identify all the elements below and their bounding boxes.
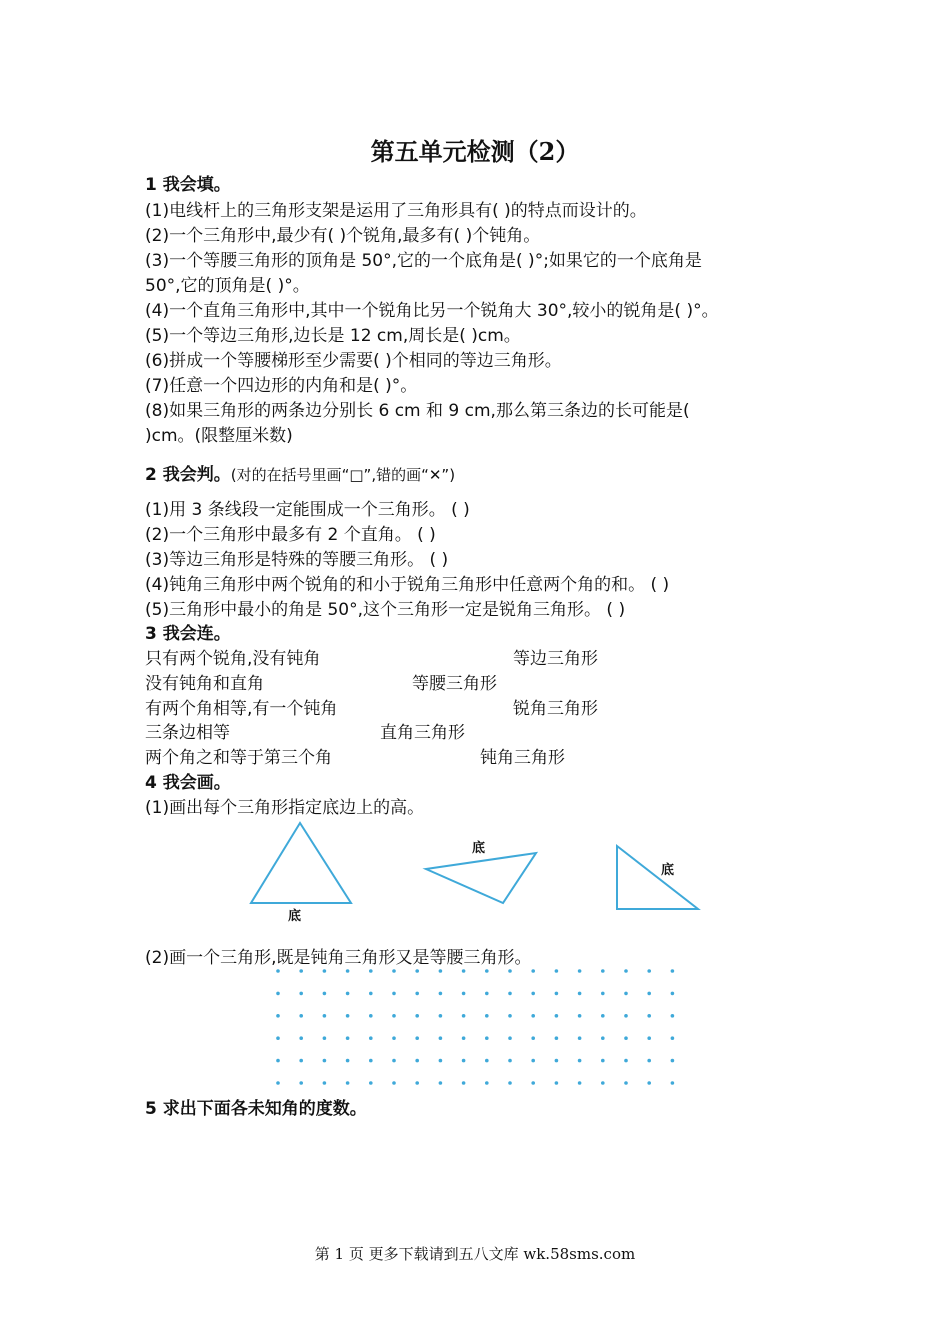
grid-dot bbox=[578, 992, 582, 996]
grid-dot bbox=[508, 1059, 512, 1063]
s1-q5: (5)一个等边三角形,边长是 12 cm,周长是( )cm。 bbox=[145, 326, 521, 346]
grid-dot bbox=[369, 1081, 373, 1085]
s2-q4: (4)钝角三角形中两个锐角的和小于锐角三角形中任意两个角的和。 ( ) bbox=[145, 575, 670, 595]
grid-dot bbox=[671, 1059, 675, 1063]
grid-dot bbox=[299, 992, 303, 996]
grid-dot bbox=[601, 969, 605, 973]
grid-dot bbox=[508, 1081, 512, 1085]
grid-dot bbox=[346, 1036, 350, 1040]
grid-dot bbox=[508, 969, 512, 973]
s2-q1: (1)用 3 条线段一定能围成一个三角形。 ( ) bbox=[145, 500, 470, 520]
grid-dot bbox=[624, 1036, 628, 1040]
grid-dot bbox=[462, 1059, 466, 1063]
s1-q3-line1: (3)一个等腰三角形的顶角是 50°,它的一个底角是( )°;如果它的一个底角是 bbox=[145, 251, 702, 271]
grid-dot bbox=[647, 1059, 651, 1063]
grid-dot bbox=[485, 1081, 489, 1085]
grid-dot bbox=[392, 1081, 396, 1085]
grid-dot bbox=[485, 992, 489, 996]
grid-dot bbox=[323, 969, 327, 973]
match-right-5: 钝角三角形 bbox=[480, 748, 565, 768]
section-4-heading: 4 我会画。 bbox=[145, 773, 231, 793]
match-left-2: 没有钝角和直角 bbox=[145, 674, 264, 694]
section-5-heading: 5 求出下面各未知角的度数。 bbox=[145, 1099, 367, 1119]
grid-dot bbox=[276, 1036, 280, 1040]
grid-dot bbox=[578, 1059, 582, 1063]
grid-dot bbox=[555, 1014, 559, 1018]
grid-dot bbox=[323, 1059, 327, 1063]
s1-q2: (2)一个三角形中,最少有( )个锐角,最多有( )个钝角。 bbox=[145, 226, 541, 246]
grid-dot bbox=[276, 1081, 280, 1085]
match-left-1: 只有两个锐角,没有钝角 bbox=[145, 649, 321, 669]
s2-q5: (5)三角形中最小的角是 50°,这个三角形一定是锐角三角形。 ( ) bbox=[145, 600, 626, 620]
grid-dot bbox=[346, 1059, 350, 1063]
grid-dot bbox=[392, 1014, 396, 1018]
s2-q3: (3)等边三角形是特殊的等腰三角形。 ( ) bbox=[145, 550, 449, 570]
base-label-1: 底 bbox=[288, 909, 302, 924]
grid-dot bbox=[624, 992, 628, 996]
grid-dot bbox=[439, 1081, 443, 1085]
grid-dot bbox=[369, 992, 373, 996]
s1-q3-line2: 50°,它的顶角是( )°。 bbox=[145, 276, 310, 296]
grid-dot bbox=[624, 1081, 628, 1085]
grid-dot bbox=[439, 1014, 443, 1018]
match-right-1: 等边三角形 bbox=[513, 649, 598, 669]
grid-dot bbox=[439, 1059, 443, 1063]
grid-dot bbox=[392, 969, 396, 973]
grid-dot bbox=[555, 992, 559, 996]
s1-q8-line1: (8)如果三角形的两条边分别长 6 cm 和 9 cm,那么第三条边的长可能是( bbox=[145, 401, 690, 421]
grid-dot bbox=[601, 1036, 605, 1040]
grid-dot bbox=[531, 1014, 535, 1018]
grid-dot bbox=[369, 1059, 373, 1063]
grid-dot bbox=[485, 1014, 489, 1018]
grid-dot bbox=[462, 992, 466, 996]
grid-dot bbox=[369, 1014, 373, 1018]
grid-dot bbox=[346, 969, 350, 973]
dot-grid[interactable] bbox=[276, 969, 674, 1085]
page-footer: 第 1 页 更多下载请到五八文库 wk.58sms.com bbox=[314, 1245, 636, 1263]
grid-dot bbox=[346, 1081, 350, 1085]
s1-q4: (4)一个直角三角形中,其中一个锐角比另一个锐角大 30°,较小的锐角是( )°。 bbox=[145, 301, 719, 321]
grid-dot bbox=[415, 1014, 419, 1018]
s1-q7: (7)任意一个四边形的内角和是( )°。 bbox=[145, 376, 418, 396]
grid-dot bbox=[578, 1036, 582, 1040]
grid-dot bbox=[323, 1081, 327, 1085]
s1-q1: (1)电线杆上的三角形支架是运用了三角形具有( )的特点而设计的。 bbox=[145, 201, 647, 221]
grid-dot bbox=[647, 1036, 651, 1040]
grid-dot bbox=[508, 1014, 512, 1018]
grid-dot bbox=[276, 1059, 280, 1063]
grid-dot bbox=[415, 969, 419, 973]
grid-dot bbox=[276, 992, 280, 996]
grid-dot bbox=[346, 1014, 350, 1018]
grid-dot bbox=[578, 969, 582, 973]
grid-dot bbox=[508, 1036, 512, 1040]
grid-dot bbox=[647, 992, 651, 996]
grid-dot bbox=[299, 1014, 303, 1018]
grid-dot bbox=[439, 992, 443, 996]
s1-q6: (6)拼成一个等腰梯形至少需要( )个相同的等边三角形。 bbox=[145, 351, 562, 371]
match-right-3: 锐角三角形 bbox=[513, 699, 598, 719]
grid-dot bbox=[485, 1036, 489, 1040]
grid-dot bbox=[555, 969, 559, 973]
grid-dot bbox=[369, 969, 373, 973]
section-3-heading: 3 我会连。 bbox=[145, 624, 231, 644]
grid-dot bbox=[647, 1081, 651, 1085]
grid-dot bbox=[415, 1081, 419, 1085]
match-right-4: 直角三角形 bbox=[380, 723, 465, 743]
grid-dot bbox=[624, 1059, 628, 1063]
grid-dot bbox=[323, 1014, 327, 1018]
grid-dot bbox=[485, 1059, 489, 1063]
section-1-heading: 1 我会填。 bbox=[145, 175, 231, 195]
grid-dot bbox=[439, 969, 443, 973]
grid-dot bbox=[624, 1014, 628, 1018]
match-left-5: 两个角之和等于第三个角 bbox=[145, 748, 332, 768]
grid-dot bbox=[531, 992, 535, 996]
grid-dot bbox=[485, 969, 489, 973]
grid-dot bbox=[578, 1081, 582, 1085]
grid-dot bbox=[601, 1014, 605, 1018]
grid-dot bbox=[531, 1059, 535, 1063]
section-2-title: 2 我会判。 bbox=[145, 465, 231, 485]
match-left-4: 三条边相等 bbox=[145, 723, 230, 743]
grid-dot bbox=[323, 1036, 327, 1040]
grid-dot bbox=[415, 1059, 419, 1063]
grid-dot bbox=[415, 1036, 419, 1040]
s4-q2: (2)画一个三角形,既是钝角三角形又是等腰三角形。 bbox=[145, 948, 532, 968]
grid-dot bbox=[323, 992, 327, 996]
triangle-3 bbox=[617, 846, 698, 909]
s1-q8-line2: )cm。(限整厘米数) bbox=[145, 426, 293, 446]
grid-dot bbox=[671, 969, 675, 973]
s4-q1: (1)画出每个三角形指定底边上的高。 bbox=[145, 798, 425, 818]
grid-dot bbox=[299, 969, 303, 973]
grid-dot bbox=[601, 992, 605, 996]
grid-dot bbox=[346, 992, 350, 996]
grid-dot bbox=[555, 1081, 559, 1085]
grid-dot bbox=[462, 1036, 466, 1040]
grid-dot bbox=[647, 969, 651, 973]
triangle-2 bbox=[426, 853, 536, 903]
grid-dot bbox=[671, 1014, 675, 1018]
grid-dot bbox=[392, 1036, 396, 1040]
grid-dot bbox=[299, 1081, 303, 1085]
grid-dot bbox=[299, 1036, 303, 1040]
grid-dot bbox=[462, 969, 466, 973]
grid-dot bbox=[647, 1014, 651, 1018]
grid-dot bbox=[392, 1059, 396, 1063]
grid-dot bbox=[276, 1014, 280, 1018]
grid-dot bbox=[624, 969, 628, 973]
grid-dot bbox=[555, 1059, 559, 1063]
section-2-instruction: (对的在括号里画“□”,错的画“✕”) bbox=[230, 466, 456, 484]
match-right-2: 等腰三角形 bbox=[412, 674, 497, 694]
grid-dot bbox=[392, 992, 396, 996]
grid-dot bbox=[671, 1036, 675, 1040]
grid-dot bbox=[415, 992, 419, 996]
grid-dot bbox=[671, 1081, 675, 1085]
grid-dot bbox=[601, 1059, 605, 1063]
grid-dot bbox=[508, 992, 512, 996]
grid-dot bbox=[555, 1036, 559, 1040]
grid-dot bbox=[276, 969, 280, 973]
triangle-1 bbox=[251, 823, 351, 903]
grid-dot bbox=[462, 1081, 466, 1085]
grid-dot bbox=[601, 1081, 605, 1085]
base-label-3: 底 bbox=[661, 863, 675, 878]
grid-dot bbox=[531, 1036, 535, 1040]
grid-dot bbox=[439, 1036, 443, 1040]
match-left-3: 有两个角相等,有一个钝角 bbox=[145, 699, 338, 719]
grid-dot bbox=[671, 992, 675, 996]
grid-dot bbox=[462, 1014, 466, 1018]
grid-dot bbox=[531, 1081, 535, 1085]
grid-dot bbox=[531, 969, 535, 973]
base-label-2: 底 bbox=[472, 841, 486, 856]
page-title: 第五单元检测（2） bbox=[370, 137, 580, 166]
s2-q2: (2)一个三角形中最多有 2 个直角。 ( ) bbox=[145, 525, 436, 545]
grid-dot bbox=[578, 1014, 582, 1018]
grid-dot bbox=[299, 1059, 303, 1063]
grid-dot bbox=[369, 1036, 373, 1040]
